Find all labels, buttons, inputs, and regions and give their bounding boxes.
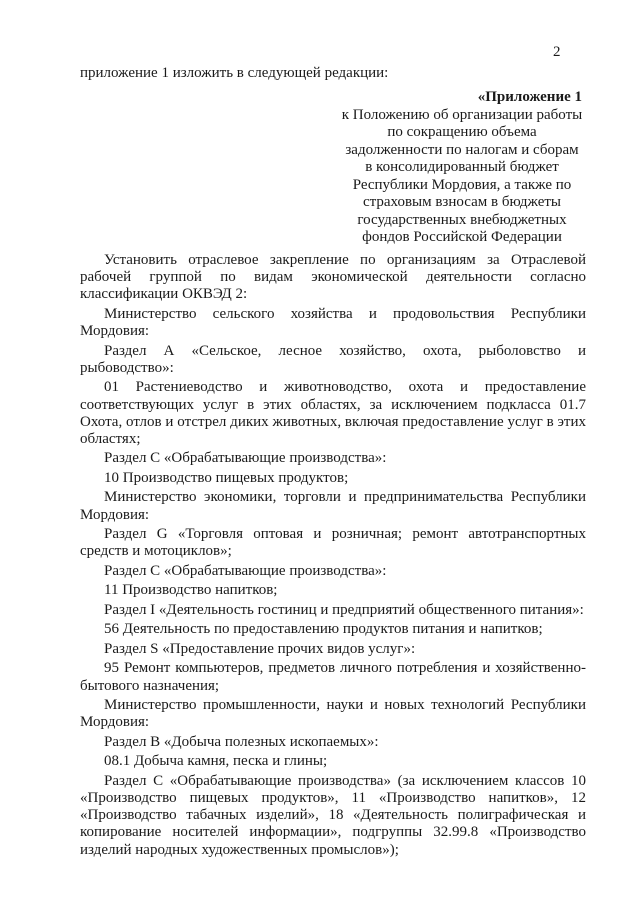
paragraph: Раздел I «Деятельность гостиниц и предприятий общественного питания»: <box>104 601 584 618</box>
paragraph: Раздел С «Обрабатывающие производства»: <box>104 450 387 467</box>
appendix-header <box>334 89 590 247</box>
paragraph: Министерство сельского хозяйства и продовольствия Республики Мордовия: <box>80 305 586 340</box>
paragraph: Раздел С «Обрабатывающие производства»: <box>104 562 387 579</box>
paragraph: Раздел А «Сельское, лесное хозяйство, охота, рыболовство и рыбоводство»: <box>80 342 586 376</box>
paragraph: Раздел S «Предоставление прочих видов услуг»: <box>104 640 416 657</box>
intro-line: приложение 1 изложить в следующей редакции: <box>80 65 389 81</box>
document-body <box>80 252 586 861</box>
paragraph: 08.1 Добыча камня, песка и глины; <box>104 753 328 770</box>
page-number: 2 <box>553 44 561 60</box>
appendix-line: в консолидированный бюджет <box>365 159 559 175</box>
paragraph: Установить отраслевое закрепление по организациям за Отраслевой рабочей группой по видам экономической деятельности согласно классификации ОКВЭД 2: <box>80 252 586 303</box>
appendix-title: «Приложение 1 <box>477 89 582 105</box>
paragraph: 56 Деятельность по предоставлению продуктов питания и напитков; <box>104 621 543 638</box>
paragraph: Раздел В «Добыча полезных ископаемых»: <box>104 733 379 750</box>
paragraph: Раздел G «Торговля оптовая и розничная; ремонт автотранспортных средств и мотоциклов»; <box>80 526 586 560</box>
appendix-line: по сокращению объема <box>387 124 537 140</box>
appendix-line: страховым взносам в бюджеты <box>362 194 562 210</box>
appendix-line: к Положению об организации работы <box>341 106 583 123</box>
appendix-line: фондов Российской Федерации <box>362 229 562 245</box>
paragraph: 95 Ремонт компьютеров, предметов личного потребления и хозяйственно-бытового назначения; <box>80 660 586 694</box>
paragraph: Министерство экономики, торговли и предпринимательства Республики Мордовия: <box>80 489 586 523</box>
paragraph: Министерство промышленности, науки и новых технологий Республики Мордовия: <box>80 697 586 731</box>
paragraph: 10 Производство пищевых продуктов; <box>104 469 349 486</box>
paragraph: Раздел С «Обрабатывающие производства» (за исключением классов 10 «Производство пищевых продуктов», 11 «Производство напитков», 12 «Производство табачных изделий», 18 «Деятельность полиграфическая и копирование носителей информации», подгруппы 32.99.8 «Производство изделий народных художественных промыслов»); <box>80 772 586 858</box>
paragraph: 11 Производство напитков; <box>104 582 278 599</box>
appendix-line: государственных внебюджетных <box>357 211 567 228</box>
appendix-line: задолженности по налогам и сборам <box>345 141 579 158</box>
paragraph: 01 Растениеводство и животноводство, охота и предоставление соответствующих услуг в этих областях, за исключением подкласса 01.7 Охота, отлов и отстрел диких животных, включая предоставление услуг в этих областях; <box>80 379 586 447</box>
appendix-line: Республики Мордовия, а также по <box>352 176 572 193</box>
